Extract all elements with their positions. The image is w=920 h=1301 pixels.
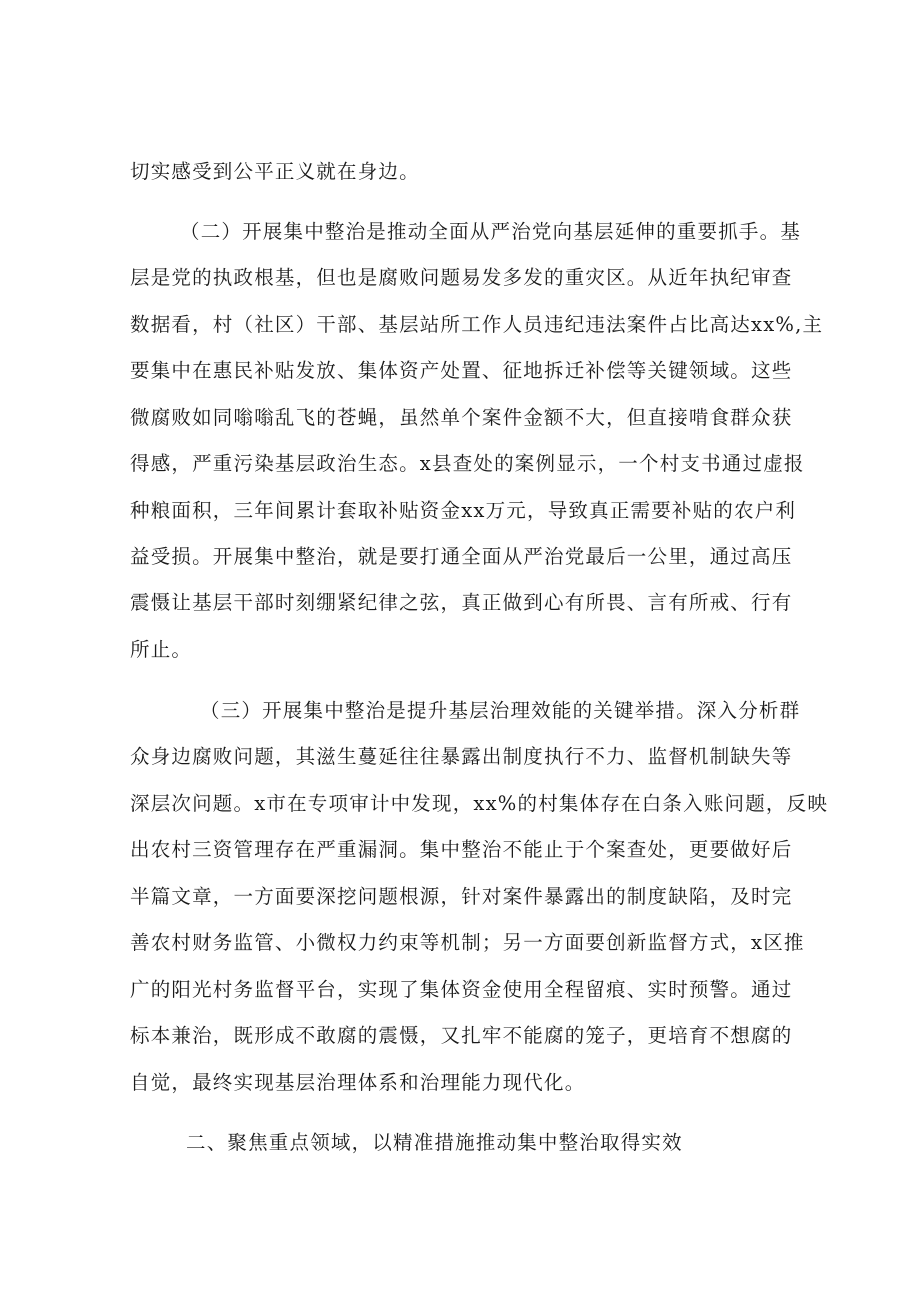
paragraph-2-line-1: （二）开展集中整治是推动全面从严治党向基层延伸的重要抓手。基 xyxy=(180,220,802,243)
paragraph-2-line-2: 层是党的执政根基，但也是腐败问题易发多发的重灾区。从近年执纪审查 xyxy=(130,266,793,289)
paragraph-3-line-4: 出农村三资管理存在严重漏洞。集中整治不能止于个案查处，更要做好后 xyxy=(130,838,793,861)
paragraph-3-line-7: 广的阳光村务监督平台，实现了集体资金使用全程留痕、实时预警。通过 xyxy=(130,978,793,1001)
paragraph-3-line-5: 半篇文章，一方面要深挖问题根源，针对案件暴露出的制度缺陷，及时完 xyxy=(130,885,793,908)
paragraph-3-line-9: 自觉，最终实现基层治理体系和治理能力现代化。 xyxy=(130,1071,586,1094)
paragraph-1-line-1: 切实感受到公平正义就在身边。 xyxy=(130,160,420,183)
paragraph-3-line-1: （三）开展集中整治是提升基层治理效能的关键举措。深入分析群 xyxy=(200,699,801,722)
section-heading: 二、聚焦重点领域，以精准措施推动集中整治取得实效 xyxy=(186,1131,683,1154)
paragraph-2-line-4: 要集中在惠民补贴发放、集体资产处置、征地拆迁补偿等关键领域。这些 xyxy=(130,359,793,382)
paragraph-2-line-3: 数据看，村（社区）干部、基层站所工作人员违纪违法案件占比高达xx%,主 xyxy=(130,313,824,336)
paragraph-3-line-2: 众身边腐败问题，其滋生蔓延往往暴露出制度执行不力、监督机制缺失等 xyxy=(130,745,793,768)
paragraph-2-line-8: 益受损。开展集中整治，就是要打通全面从严治党最后一公里，通过高压 xyxy=(130,545,793,568)
paragraph-3-line-6: 善农村财务监管、小微权力约束等机制；另一方面要创新监督方式，x区推 xyxy=(130,931,805,954)
paragraph-2-line-6: 得感，严重污染基层政治生态。x县查处的案例显示，一个村支书通过虚报 xyxy=(130,452,805,475)
paragraph-2-line-7: 种粮面积，三年间累计套取补贴资金xx万元，导致真正需要补贴的农户利 xyxy=(130,499,797,522)
paragraph-3-line-3: 深层次问题。x市在专项审计中发现，xx%的村集体存在白条入账问题，反映 xyxy=(130,792,829,815)
paragraph-2-line-5: 微腐败如同嗡嗡乱飞的苍蝇，虽然单个案件金额不大，但直接啃食群众获 xyxy=(130,406,793,429)
paragraph-2-line-10: 所止。 xyxy=(130,638,193,661)
paragraph-2-line-9: 震慑让基层干部时刻绷紧纪律之弦，真正做到心有所畏、言有所戒、行有 xyxy=(130,591,793,614)
paragraph-3-line-8: 标本兼治，既形成不敢腐的震慑，又扎牢不能腐的笼子，更培育不想腐的 xyxy=(130,1024,793,1047)
